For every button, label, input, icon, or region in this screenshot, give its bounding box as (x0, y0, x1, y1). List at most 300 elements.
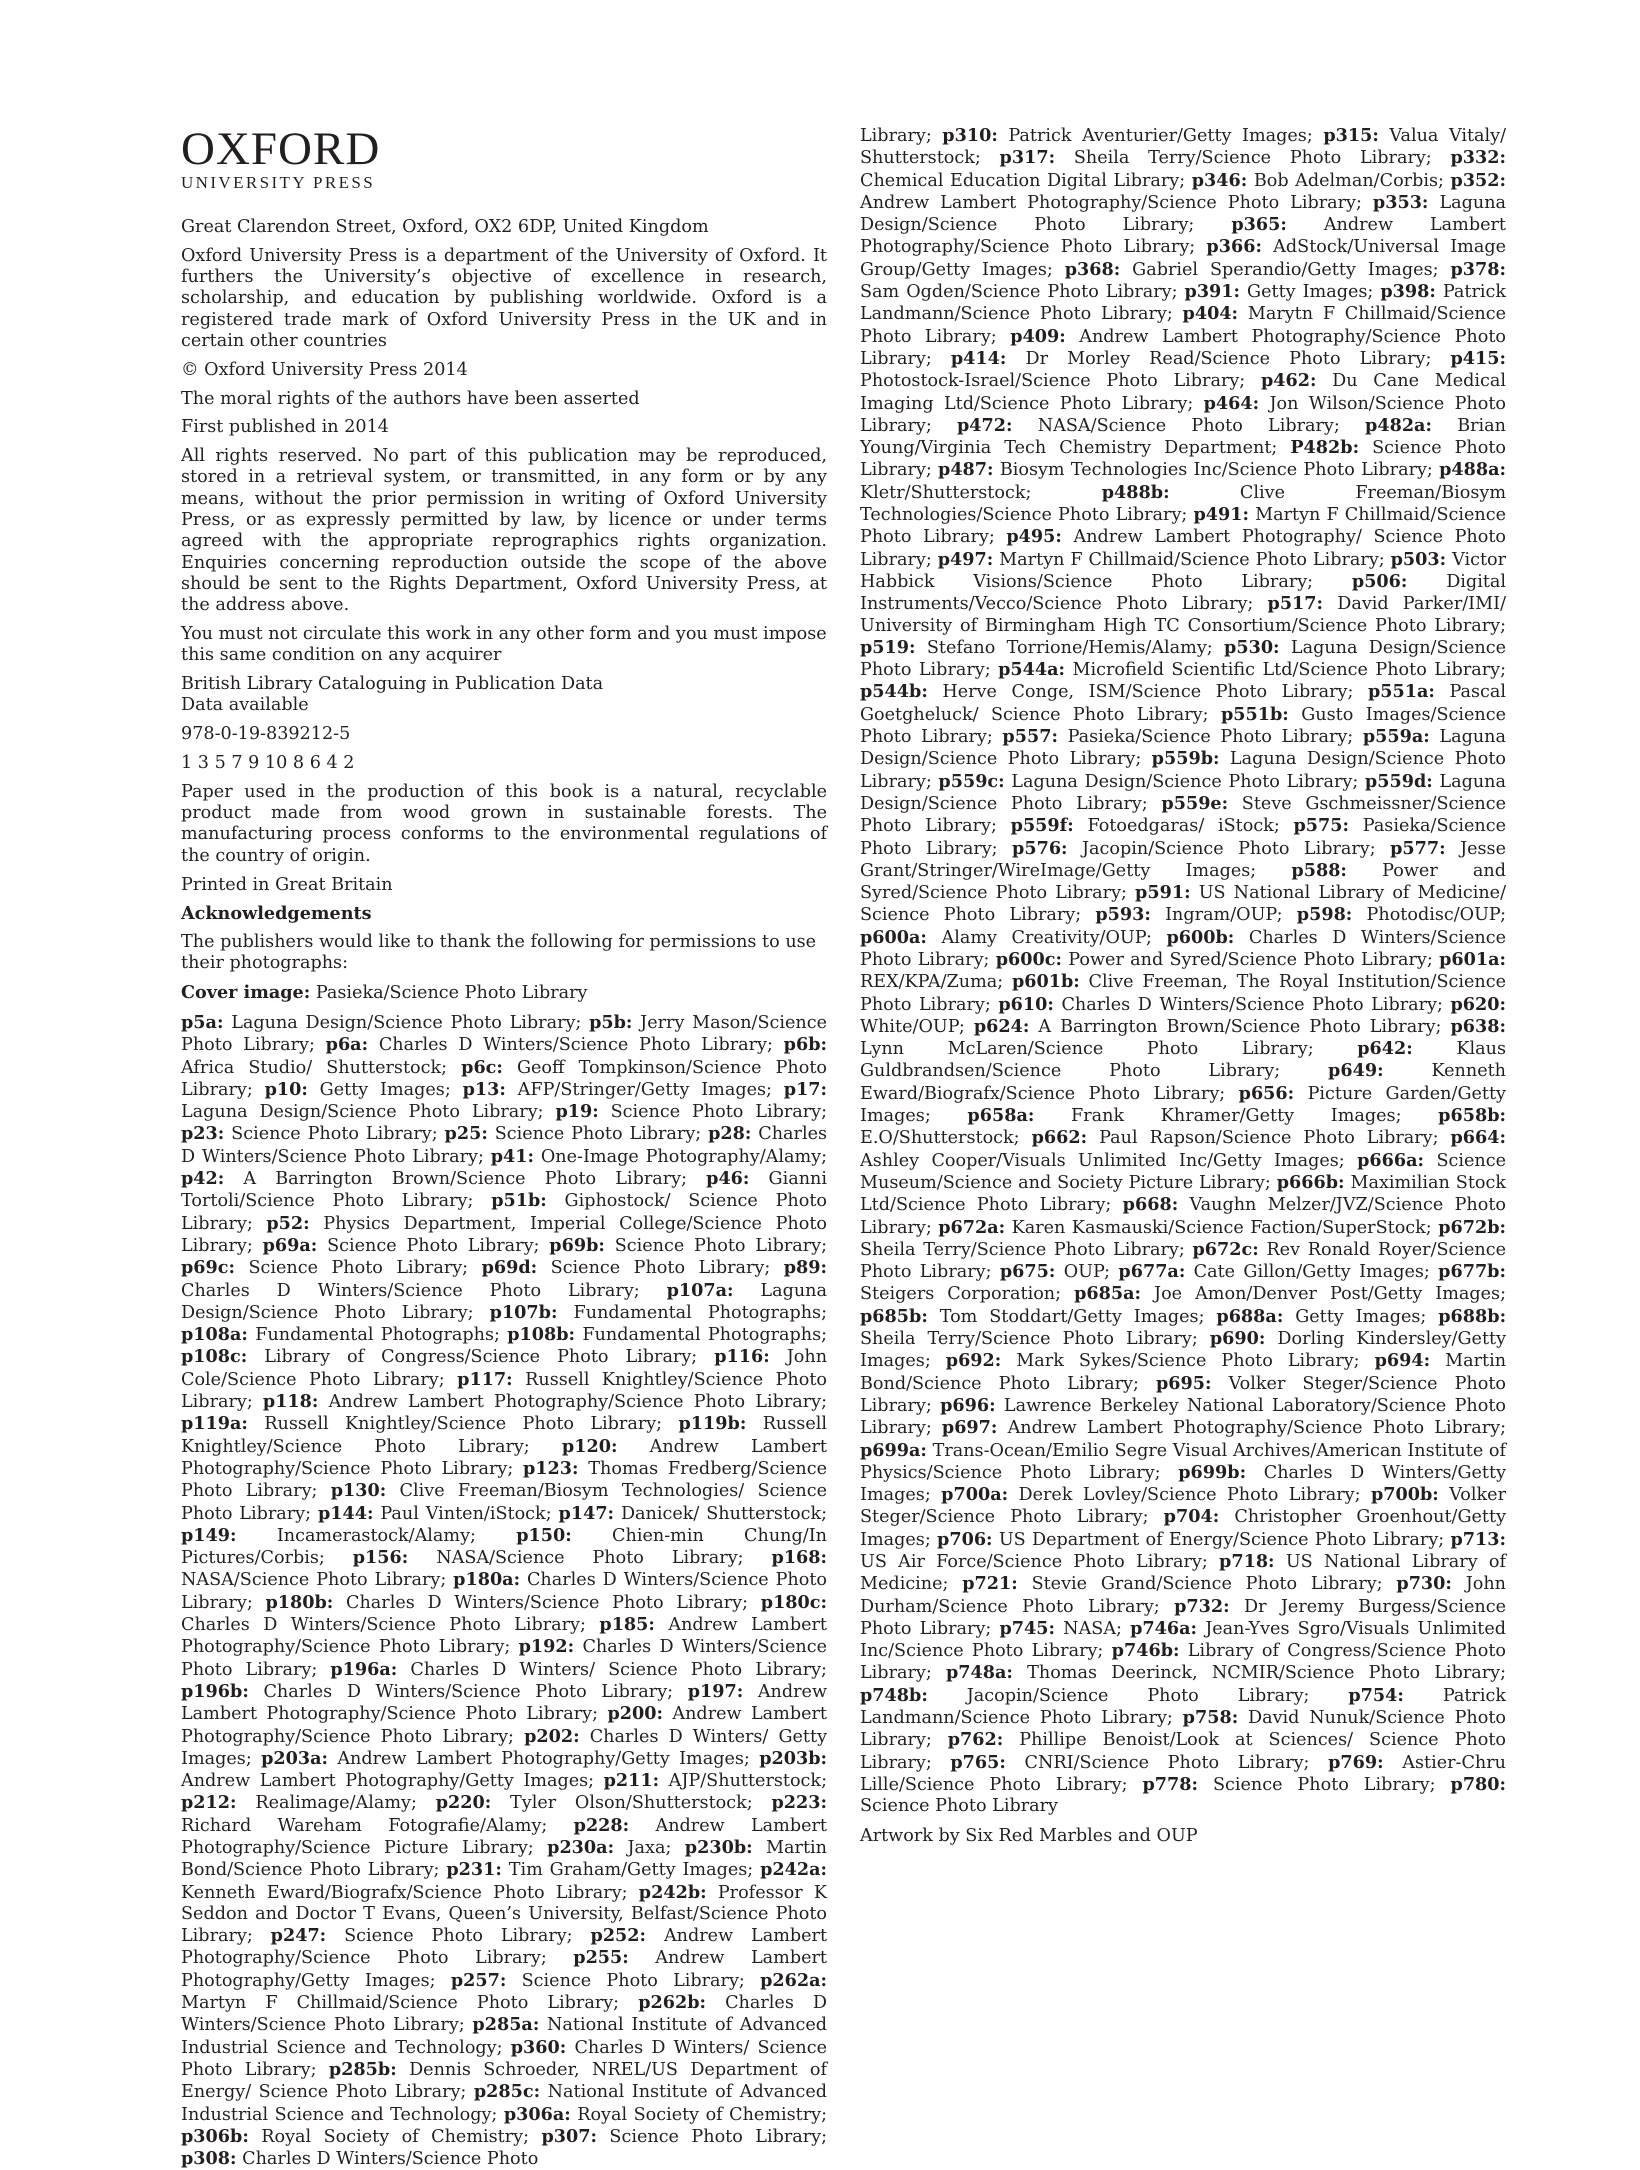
credit-source: Derek Lovley/Science Photo Library; (1018, 1485, 1361, 1506)
credit-source: Trans-Ocean/Emilio Segre Visual Archives/American Institute of Physics/Science Photo Library; (860, 1440, 1506, 1483)
credit-source: Charles D Winters/Science Photo Library; (181, 1615, 586, 1636)
credit-page-ref: p353: (1372, 191, 1429, 213)
credit-page-ref: p506: (1351, 570, 1408, 592)
credit-source: Sheila Terry/Science Photo Library; (860, 1239, 1185, 1260)
acknowledgements-intro: The publishers would like to thank the following for permissions to use their photographs: (181, 932, 817, 974)
credit-page-ref: p5b: (589, 1012, 633, 1033)
credit-source: Fundamental Photographs; (582, 1325, 828, 1346)
credit-page-ref: p598: (1296, 904, 1353, 926)
credit-page-ref: p200: (607, 1703, 663, 1725)
credit-source: Volker Steger/Science Photo Library; (860, 1485, 1506, 1528)
cataloguing-line-2: Data available (181, 695, 309, 716)
credit-source: Chemical Education Digital Library; (860, 170, 1186, 191)
credit-page-ref: p658b: (1438, 1105, 1506, 1127)
left-column (181, 125, 827, 2170)
publisher-logo (181, 123, 827, 193)
credit-page-ref: p415: (1450, 347, 1507, 369)
credit-page-ref: p624: (973, 1015, 1030, 1037)
credit-source: Charles D Winters/Science Photo Library; (181, 1637, 828, 1680)
credit-page-ref: p247: (270, 1925, 327, 1947)
rights-paragraph: All rights reserved. No part of this publication may be reproduced, stored in a retrieval system, or transmitted, in any form or by any means, without the prior permission in writing of Oxford University Press, or as expressly permitted by law, by licence or under terms agreed with the appropriate reprographics rights organization. Enquiries concerning reproduction outside the scope of the above should be sent to the Rights Department, Oxford University Press, at the address above. (181, 446, 827, 616)
credit-source: Charles D Winters/Science Photo Library; (860, 927, 1507, 970)
credit-page-ref: p544b: (860, 681, 928, 703)
credit-page-ref: p242a: (760, 1859, 828, 1881)
credit-page-ref: p697: (941, 1417, 998, 1439)
credit-source: Andrew Lambert Photography/Science Photo Library; (181, 1681, 828, 1725)
credit-page-ref: p706: (937, 1528, 993, 1550)
credit-page-ref: p557: (1002, 726, 1058, 748)
credit-page-ref: p664: (1450, 1127, 1507, 1149)
credit-page-ref: p52: (266, 1212, 310, 1234)
credit-page-ref: p675: (999, 1261, 1056, 1283)
credit-page-ref: p758: (1182, 1707, 1239, 1729)
credit-source: Russell Knightley/Science Photo Library; (181, 1414, 827, 1457)
credit-source: David Parker/IMI/ University of Birmingham High TC Consortium/Science Photo Library; (860, 594, 1507, 636)
credit-page-ref: p559c: (938, 770, 1005, 792)
credit-source: Maximilian Stock Ltd/Science Photo Library; (860, 1172, 1507, 1216)
credit-page-ref: p107a: (666, 1279, 734, 1301)
credit-source: Stefano Torrione/Hemis/Alamy; (926, 637, 1213, 658)
credit-source: Frank Khramer/Getty Images; (1071, 1106, 1402, 1127)
credit-page-ref: p230b: (684, 1836, 753, 1858)
credit-source: Charles D Winters/Science Photo (242, 2149, 539, 2170)
credit-source: Laguna Design/Science Photo Library; (860, 749, 1506, 792)
credit-page-ref: p262a: (760, 1969, 827, 1991)
credit-source: Jon Wilson/Science Photo Library; (860, 393, 1507, 436)
credit-page-ref: p108c: (181, 1346, 248, 1368)
credit-page-ref: p745: (999, 1617, 1056, 1639)
credit-source: Incamerastock/Alamy; (276, 1525, 476, 1546)
credit-source: Royal Society of Chemistry; (261, 2126, 530, 2147)
acknowledgements-heading: Acknowledgements (181, 903, 372, 925)
credit-source: Tim Graham/Getty Images; (508, 1860, 754, 1881)
credit-page-ref: p464: (1203, 392, 1260, 414)
credit-source: Microfield Scientific Ltd/Science Photo Library; (1072, 660, 1506, 681)
credit-source: National Institute of Advanced Industrial Science and Technology; (181, 2082, 828, 2125)
credit-page-ref: p315: (1323, 125, 1379, 146)
credit-page-ref: p688b: (1438, 1305, 1507, 1327)
credit-source: Christopher Groenhout/Getty Images; (860, 1507, 1507, 1550)
credit-source: Russell Knightley/Science Photo Library; (264, 1414, 663, 1435)
credit-page-ref: p672c: (1192, 1238, 1259, 1260)
credit-source: Astier-Chru Lille/Science Photo Library; (860, 1752, 1506, 1795)
credit-page-ref: p600b: (1166, 926, 1235, 948)
credit-page-ref: P482b: (1290, 437, 1360, 459)
credits-left (181, 1012, 827, 2170)
credit-page-ref: p149: (181, 1524, 237, 1546)
credit-page-ref: p346: (1191, 169, 1248, 191)
credit-page-ref: p491: (1193, 504, 1249, 526)
credit-page-ref: p69d: (481, 1257, 538, 1279)
credit-page-ref: p601b: (1011, 971, 1080, 993)
credit-source: Sheila Terry/Science Photo Library; (860, 1329, 1198, 1350)
credits-right-lead: Library; (860, 126, 932, 146)
credit-page-ref: p365: (1231, 214, 1287, 236)
credit-page-ref: p462: (1260, 370, 1317, 392)
credit-page-ref: p677b: (1438, 1261, 1506, 1283)
credit-page-ref: p197: (687, 1680, 744, 1702)
credit-source: A Barrington Brown/Science Photo Library; (243, 1169, 688, 1190)
credit-source: AJP/Shutterstock; (668, 1771, 827, 1792)
credit-source: Fundamental Photographs; (573, 1302, 827, 1323)
credit-page-ref: p13: (462, 1078, 506, 1100)
credit-source: Gusto Images/Science Photo Library; (860, 704, 1507, 748)
credit-page-ref: p120: (561, 1435, 618, 1457)
credit-source: Andrew Lambert Photography/Science Photo Library; (181, 1615, 828, 1658)
credit-source: Mark Sykes/Science Photo Library; (1016, 1351, 1360, 1372)
credit-source: Andrew Lambert Photography/ Science Photo Library; (860, 527, 1507, 570)
credit-source: Andrew Lambert Photography/Getty Images; (337, 1748, 750, 1769)
artwork-credit: Artwork by Six Red Marbles and OUP (860, 1825, 1198, 1846)
credit-page-ref: p69c: (181, 1257, 235, 1279)
credit-source: Library of Congress/Science Photo Library; (264, 1347, 698, 1368)
credit-page-ref: p472: (957, 414, 1013, 436)
cover-image-label: Cover image: (181, 982, 311, 1004)
credit-page-ref: p185: (599, 1614, 655, 1636)
credit-page-ref: p754: (1348, 1684, 1404, 1706)
credit-page-ref: p780: (1450, 1773, 1507, 1795)
credit-source: Dr Jeremy Burgess/Science Photo Library; (860, 1596, 1507, 1639)
credit-source: Valua Vitaly/ Shutterstock; (860, 126, 1507, 169)
credit-page-ref: p203a: (261, 1747, 329, 1769)
credit-page-ref: p638: (1450, 1015, 1507, 1037)
credit-page-ref: p559d: (1364, 770, 1433, 792)
credit-source: Laguna Design/Science Photo Library; (860, 771, 1506, 814)
credit-source: CNRI/Science Photo Library; (1024, 1752, 1310, 1773)
credit-page-ref: p517: (1267, 593, 1324, 615)
credit-source: Pasieka/Science Photo Library; (1067, 727, 1354, 748)
credit-page-ref: p285a: (472, 2014, 540, 2036)
credit-source: Charles D Winters/Science Photo Library; (346, 1592, 749, 1613)
credit-page-ref: p600a: (860, 926, 927, 948)
credit-page-ref: p668: (1122, 1194, 1179, 1216)
credit-page-ref: p150: (516, 1524, 572, 1546)
credit-page-ref: p482a: (1365, 414, 1432, 436)
credit-page-ref: p704: (1163, 1506, 1220, 1528)
credit-source: Science Photo Library; (327, 1235, 540, 1256)
credit-source: Kenneth Eward/Biografx/Science Photo Library; (860, 1061, 1507, 1104)
credit-source: White/OUP; (860, 1016, 965, 1037)
credit-source: Steve Gschmeissner/Science Photo Library; (860, 793, 1507, 837)
credit-page-ref: p662: (1031, 1127, 1088, 1149)
cataloguing-block (181, 674, 827, 717)
credit-source: Tom Stoddart/Getty Images; (939, 1306, 1205, 1327)
credit-page-ref: p89: (783, 1257, 828, 1279)
credit-page-ref: p765: (950, 1751, 1006, 1773)
credit-source: Ingram/OUP; (1165, 905, 1283, 926)
credit-source: John Durham/Science Photo Library; (860, 1574, 1507, 1617)
credit-page-ref: p6c: (461, 1056, 503, 1078)
credit-page-ref: p332: (1450, 147, 1506, 169)
credit-source: REX/KPA/Zuma; (860, 972, 1004, 993)
credit-page-ref: p685a: (1074, 1283, 1141, 1305)
credit-page-ref: p196b: (181, 1680, 249, 1702)
credit-page-ref: p495: (1006, 526, 1062, 548)
credit-source: Library of Congress/Science Photo Library; (860, 1641, 1507, 1684)
cover-image-credit (181, 982, 827, 1004)
credit-source: Steigers Corporation; (860, 1284, 1062, 1305)
credit-source: Science Photo Library; (344, 1926, 573, 1947)
credit-page-ref: p130: (330, 1480, 387, 1502)
credit-source: Rev Ronald Royer/Science Photo Library; (860, 1239, 1507, 1283)
credit-source: Andrew Lambert Photography/Science Photo Library; (1007, 1418, 1507, 1439)
credit-page-ref: p116: (714, 1346, 770, 1368)
credit-source: Charles D Winters/ Getty Images; (181, 1726, 828, 1769)
credit-page-ref: p695: (1155, 1372, 1212, 1394)
credit-source: Sam Ogden/Science Photo Library; (860, 282, 1178, 303)
credit-source: Jerry Mason/Science Photo Library; (181, 1013, 828, 1056)
credit-page-ref: p25: (444, 1123, 488, 1145)
credit-source: Kletr/Shutterstock; (860, 482, 1032, 503)
credit-page-ref: p285b: (328, 2058, 397, 2080)
credit-source: US Department of Energy/Science Photo Library; (998, 1529, 1445, 1550)
credit-source: Power and Syred/Science Photo Library; (860, 860, 1506, 904)
credit-page-ref: p672b: (1438, 1216, 1507, 1238)
credit-source: Jaxa; (627, 1837, 672, 1858)
credit-source: Digital Instruments/Vecco/Science Photo Library; (860, 571, 1507, 615)
credit-page-ref: p677a: (1118, 1261, 1186, 1283)
credit-page-ref: p593: (1095, 904, 1151, 926)
credit-page-ref: p119a: (181, 1413, 248, 1435)
credit-source: Klaus Guldbrandsen/Science Photo Library; (860, 1039, 1507, 1082)
credit-source: Charles D Winters/Science Photo Library; (181, 1124, 828, 1167)
credit-source: John Cole/Science Photo Library; (181, 1347, 828, 1390)
credit-source: Andrew Lambert Photography/Science Picture Library; (181, 1815, 827, 1858)
credit-source: Jesse Grant/Stringer/WireImage/Getty Images; (860, 838, 1506, 881)
credit-source: Science Photo Library; (609, 2126, 828, 2147)
credit-page-ref: p252: (590, 1925, 647, 1947)
credit-source: Gabriel Sperandio/Getty Images; (1132, 259, 1439, 280)
credit-page-ref: p746b: (1111, 1640, 1180, 1662)
credit-source: Andrew Lambert Photography/Science Photo Library; (181, 1704, 827, 1747)
credit-source: Giphostock/ Science Photo Library; (181, 1191, 827, 1234)
credit-source: Science Photo Library; (1212, 1774, 1436, 1795)
credit-source: Patrick Landmann/Science Photo Library; (860, 282, 1507, 325)
credit-source: Danicek/ Shutterstock; (620, 1503, 828, 1524)
credit-page-ref: p211: (603, 1770, 660, 1792)
credit-source: E.O/Shutterstock; (860, 1128, 1020, 1149)
paper-paragraph: Paper used in the production of this book is a natural, recyclable product made from wood grown in sustainable forests. The manufacturing process conforms to the environmental regulations of the country of origin. (181, 781, 827, 866)
credit-source: Dr Morley Read/Science Photo Library; (1025, 348, 1432, 369)
credit-page-ref: p685b: (860, 1305, 928, 1327)
credit-page-ref: p666a: (1357, 1149, 1425, 1171)
credit-page-ref: p17: (783, 1078, 828, 1100)
credit-page-ref: p378: (1450, 258, 1507, 280)
credit-page-ref: p519: (860, 636, 916, 658)
credit-source: Martyn F Chillmaid/Science Photo Library; (181, 1993, 620, 2014)
credit-source: Dennis Schroeder, NREL/US Department of Energy/ Science Photo Library; (181, 2059, 828, 2103)
credit-source: Paul Rapson/Science Photo Library; (1099, 1128, 1439, 1149)
credit-source: Andrew Lambert Photography/Science Photo Library; (181, 1926, 828, 1969)
credit-page-ref: p51b: (491, 1190, 547, 1212)
credit-page-ref: p778: (1142, 1773, 1198, 1795)
credit-source: Charles D Winters/Science Photo Library; (1061, 994, 1443, 1015)
credit-page-ref: p203b: (759, 1747, 828, 1769)
credit-page-ref: p28: (708, 1123, 752, 1145)
credit-source: Victor Habbick Visions/Science Photo Library; (860, 549, 1507, 592)
credit-source: Biosym Technologies Inc/Science Photo Library; (999, 460, 1433, 481)
credit-source: Stevie Grand/Science Photo Library; (1031, 1574, 1383, 1595)
isbn: 978-0-19-839212-5 (181, 724, 351, 745)
credit-page-ref: p588: (1291, 859, 1347, 881)
credit-page-ref: p414: (950, 347, 1007, 369)
credit-page-ref: p310: (942, 125, 998, 146)
credit-source: NASA/Science Photo Library; (1037, 415, 1340, 436)
credit-page-ref: p156: (352, 1547, 409, 1569)
credit-page-ref: p242b: (638, 1881, 707, 1903)
credit-source: NASA/Science Photo Library; (436, 1548, 744, 1569)
credit-page-ref: p730: (1396, 1573, 1452, 1595)
cataloguing-line-1: British Library Cataloguing in Publication Data (181, 674, 604, 695)
credit-source: Charles D Winters/Science Photo Library; (181, 1570, 828, 1613)
credit-page-ref: p180c: (760, 1591, 827, 1613)
credit-page-ref: p196a: (330, 1658, 398, 1680)
credit-page-ref: p700a: (941, 1484, 1009, 1506)
credit-page-ref: p42: (181, 1168, 225, 1190)
credit-source: Patrick Landmann/Science Photo Library; (860, 1685, 1506, 1729)
credit-source: Fundamental Photographs; (255, 1325, 500, 1346)
credit-page-ref: p559a: (1362, 726, 1430, 748)
credit-source: Gianni Tortoli/Science Photo Library; (181, 1169, 828, 1212)
credit-source: Science Photo Library; (550, 1258, 771, 1279)
credit-page-ref: p366: (1206, 236, 1262, 258)
credit-page-ref: p180b: (265, 1591, 334, 1613)
credit-page-ref: p487: (938, 459, 994, 481)
credit-source: Martyn F Chillmaid/Science Photo Library; (860, 505, 1507, 548)
credit-page-ref: p620: (1450, 993, 1506, 1015)
credit-page-ref: p690: (1209, 1328, 1266, 1350)
credit-page-ref: p144: (317, 1502, 374, 1524)
credit-source: Professor K Seddon and Doctor T Evans, Queen’s University, Belfast/Science Photo Library; (181, 1882, 828, 1947)
credit-source: Photodisc/OUP; (1366, 905, 1507, 926)
credit-page-ref: p180a: (453, 1569, 521, 1591)
credit-source: Chien-min Chung/In Pictures/Corbis; (181, 1525, 827, 1569)
credits-right (860, 125, 1506, 1818)
credit-source: Thomas Deerinck, NCMIR/Science Photo Library; (1027, 1663, 1507, 1684)
credit-source: Science Photo Library; (521, 1970, 745, 1991)
credit-source: Charles D Winters/ Science Photo Library; (181, 2037, 827, 2080)
credit-page-ref: p117: (457, 1368, 513, 1390)
credit-page-ref: p368: (1064, 258, 1121, 280)
credit-source: US National Library of Medicine/ Science Photo Library; (860, 883, 1507, 926)
credit-source: Charles D Winters/ Science Photo Library; (410, 1659, 827, 1680)
credit-source: Clive Freeman/Biosym Technologies/Science Photo Library; (860, 482, 1506, 526)
credit-source: Royal Society of Chemistry; (577, 2104, 828, 2125)
cover-image-value: Pasieka/Science Photo Library (310, 983, 588, 1004)
credit-page-ref: p307: (541, 2125, 597, 2147)
credit-page-ref: p285c: (473, 2081, 541, 2103)
credit-source: Science Photo Library; (231, 1124, 438, 1145)
credit-source: Jean-Yves Sgro/Visuals Unlimited Inc/Science Photo Library; (860, 1618, 1507, 1662)
credit-source: Andrew Lambert Photography/Science Photo Library; (181, 1436, 828, 1479)
credit-source: Laguna Design/Science Photo Library; (860, 727, 1506, 770)
credit-source: Science Photo Library (860, 1796, 1058, 1817)
credit-source: Getty Images; (1295, 1306, 1427, 1327)
credit-source: Andrew Lambert Photography/Science Photo Library; (860, 192, 1362, 213)
credit-page-ref: p591: (1135, 882, 1191, 904)
credit-page-ref: p544a: (998, 659, 1065, 681)
credit-source: Andrew Lambert Photography/Science Photo Library; (328, 1392, 828, 1413)
credit-page-ref: p107b: (489, 1301, 558, 1323)
credit-page-ref: p404: (1182, 303, 1239, 325)
credit-source: Charles D Winters/Getty Images; (860, 1462, 1507, 1506)
credit-source: Realimage/Alamy; (255, 1793, 417, 1814)
credit-page-ref: p262b: (638, 1992, 707, 2014)
about-paragraph: Oxford University Press is a department of the University of Oxford. It furthers the University’s objective of excellence in research, scholarship, and education by publishing worldwide. Oxford is a registered trade mark of Oxford University Press in the UK and in certain other countries (181, 245, 827, 351)
credit-page-ref: p666b: (1276, 1171, 1345, 1193)
credit-source: Lawrence Berkeley National Laboratory/Science Photo Library; (860, 1395, 1507, 1439)
credit-page-ref: p255: (573, 1947, 629, 1969)
credit-source: National Institute of Advanced Industrial Science and Technology; (181, 2015, 828, 2058)
credit-page-ref: p391: (1184, 281, 1241, 303)
credit-source: Clive Freeman, The Royal Institution/Science Photo Library; (860, 972, 1506, 1015)
credit-page-ref: p119b: (678, 1413, 747, 1435)
credit-source: Getty Images; (319, 1079, 451, 1100)
credit-source: Laguna Design/Science Photo Library; (860, 637, 1507, 681)
credit-source: US Air Force/Science Photo Library; (860, 1552, 1208, 1572)
credit-source: Jacopin/Science Photo Library; (966, 1685, 1310, 1706)
credit-page-ref: p559b: (1151, 748, 1220, 770)
credit-page-ref: p212: (181, 1792, 237, 1814)
credit-page-ref: p108b: (507, 1324, 576, 1346)
right-column (860, 125, 1506, 1854)
credit-source: NASA; (1063, 1618, 1122, 1639)
credit-page-ref: p658a: (967, 1105, 1035, 1127)
credit-source: Patrick Aventurier/Getty Images; (1008, 126, 1313, 146)
credit-source: Science Photo Library; (860, 438, 1507, 481)
credit-source: Andrew Lambert Photography/Getty Images; (181, 1771, 595, 1792)
credit-page-ref: p656: (1238, 1082, 1295, 1104)
credit-source: One-Image Photography/Alamy; (540, 1146, 828, 1167)
credit-page-ref: p398: (1380, 281, 1436, 303)
credit-source: Getty Images; (1247, 282, 1374, 303)
credit-source: Martin Bond/Science Photo Library; (181, 1837, 827, 1881)
credit-source: Charles D Winters/Science Photo Library; (263, 1681, 674, 1702)
credit-source: Andrew Lambert Photography/Science Photo Library; (860, 326, 1506, 369)
credit-page-ref: p551a: (1368, 681, 1435, 703)
credit-source: Cate Gillon/Getty Images; (1193, 1262, 1430, 1283)
credit-source: Science Museum/Science and Society Picture Library; (860, 1150, 1507, 1193)
first-published-line: First published in 2014 (181, 417, 389, 438)
credit-page-ref: p19: (555, 1101, 599, 1123)
credit-source: Physics Department, Imperial College/Science Photo Library; (181, 1213, 827, 1256)
printing-line: 1 3 5 7 9 10 8 6 4 2 (181, 753, 355, 774)
credit-source: Martin Bond/Science Photo Library; (860, 1351, 1507, 1394)
credit-page-ref: p360: (510, 2036, 567, 2058)
credit-source: A Barrington Brown/Science Photo Library; (1038, 1016, 1442, 1037)
credit-page-ref: p746a: (1130, 1617, 1198, 1639)
credit-source: Vaughn Melzer/JVZ/Science Photo Library; (860, 1195, 1507, 1238)
credit-source: Herve Conge, ISM/Science Photo Library; (942, 682, 1354, 703)
credit-source: David Nunuk/Science Photo Library; (860, 1708, 1506, 1751)
credit-page-ref: p699a: (860, 1439, 927, 1461)
credit-page-ref: p123: (523, 1457, 579, 1479)
credit-source: Marytn F Chillmaid/Science Photo Library; (860, 304, 1507, 347)
credit-source: AFP/Stringer/Getty Images; (517, 1079, 772, 1100)
credit-page-ref: p69a: (262, 1234, 318, 1256)
moral-rights-line: The moral rights of the authors have been asserted (181, 388, 640, 409)
credit-page-ref: p231: (446, 1859, 502, 1881)
credit-source: Tyler Olson/Shutterstock; (510, 1793, 753, 1814)
credit-page-ref: p713: (1450, 1528, 1506, 1550)
credit-page-ref: p168: (771, 1547, 828, 1569)
credit-source: Karen Kasmauski/Science Faction/SuperStock; (1011, 1217, 1432, 1238)
credit-source: Kenneth Eward/Biografx/Science Photo Library; (181, 1882, 628, 1903)
credit-source: Joe Amon/Denver Post/Getty Images; (1154, 1284, 1507, 1305)
credit-page-ref: p202: (524, 1725, 580, 1747)
credit-page-ref: p610: (998, 993, 1054, 1015)
credit-page-ref: p649: (1328, 1060, 1384, 1082)
